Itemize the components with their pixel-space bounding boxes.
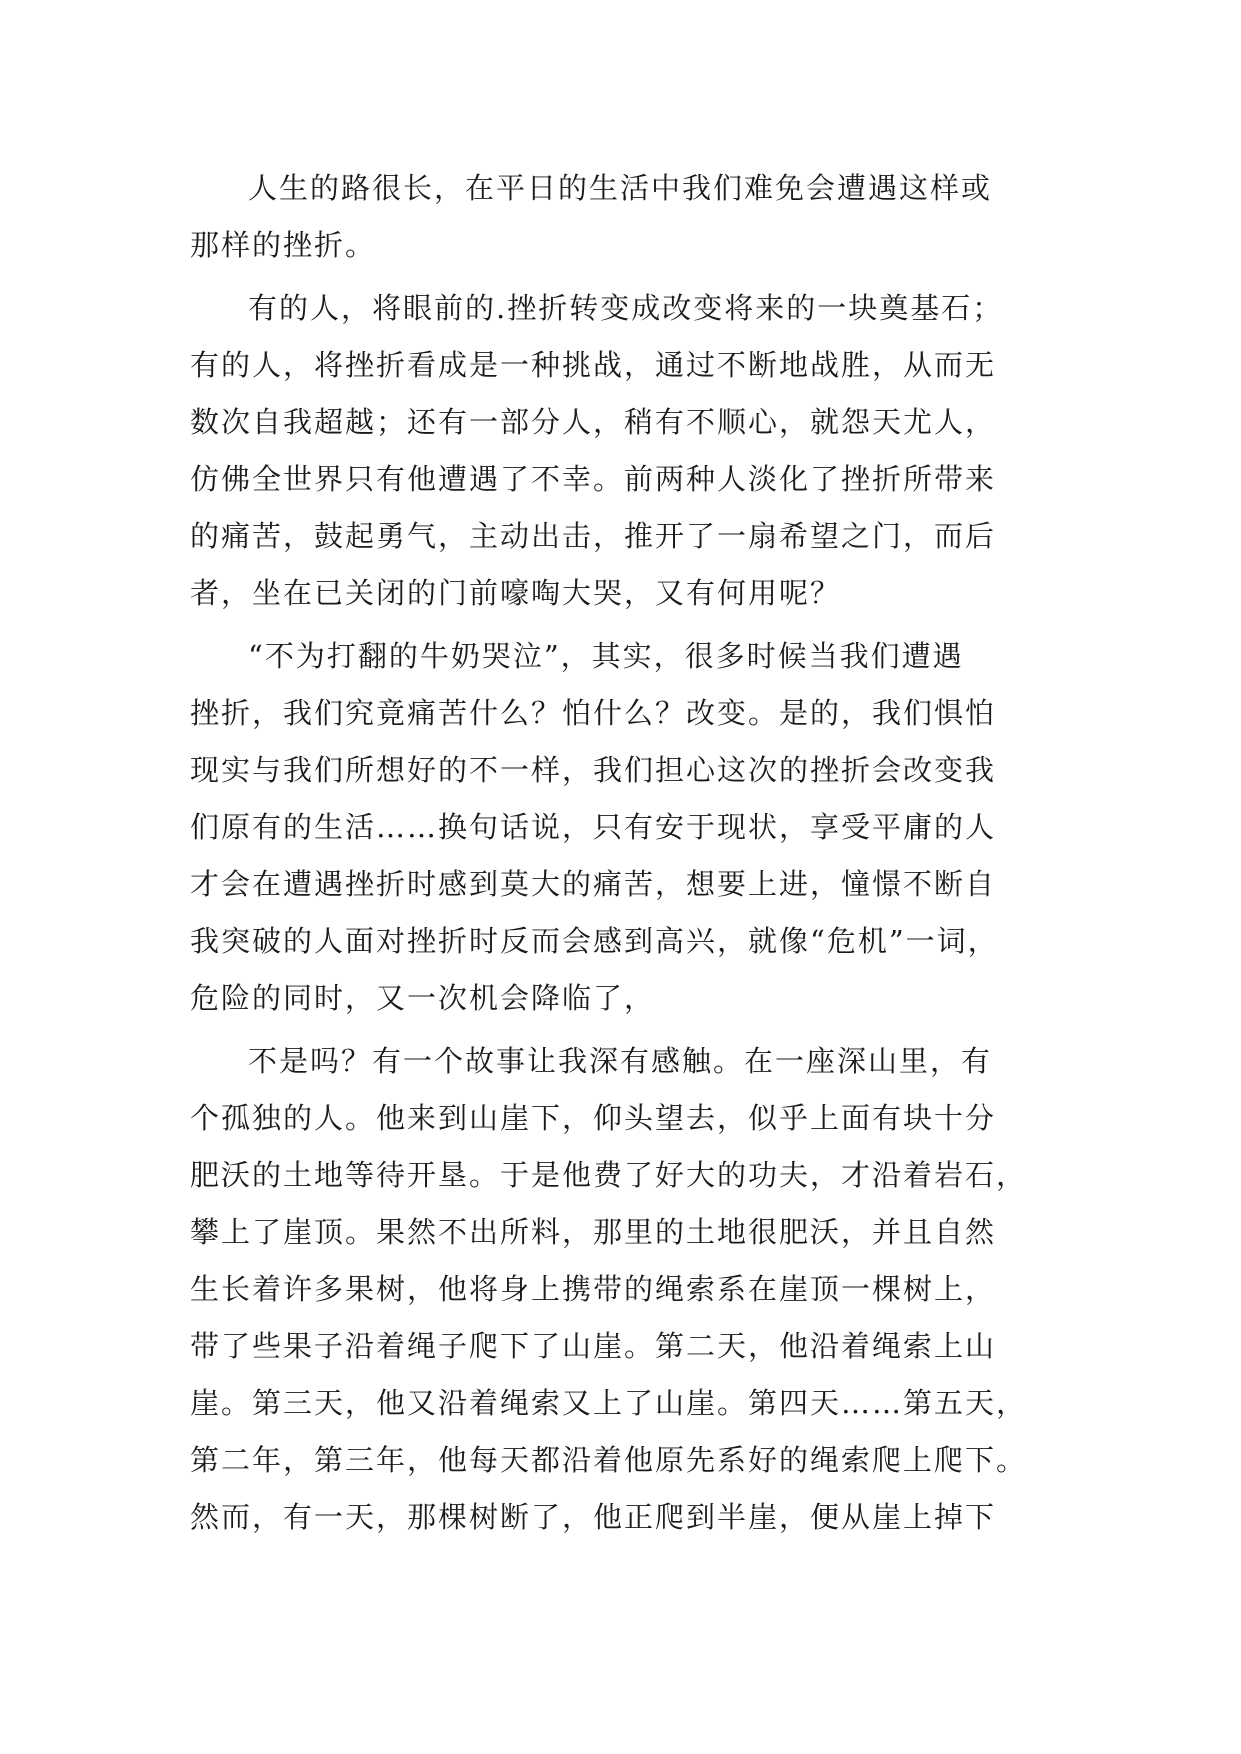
paragraph-line: 人生的路很长，在平日的生活中我们难免会遭遇这样或	[248, 171, 993, 205]
paragraph-1	[190, 160, 1070, 274]
paragraph-line: 个孤独的人。他来到山崖下，仰头望去，似乎上面有块十分	[190, 1101, 997, 1135]
paragraph-line: 我突破的人面对挫折时反而会感到高兴，就像“危机”一词，	[190, 924, 999, 958]
paragraph-4	[190, 1033, 1070, 1546]
paragraph-line: 才会在遭遇挫折时感到莫大的痛苦，想要上进，憧憬不断自	[190, 867, 997, 901]
paragraph-line: 挫折，我们究竟痛苦什么？怕什么？改变。是的，我们惧怕	[190, 696, 997, 730]
paragraph-line: 危险的同时，又一次机会降临了，	[190, 981, 656, 1015]
paragraph-line: 的痛苦，鼓起勇气，主动出击，推开了一扇希望之门，而后	[190, 519, 997, 553]
paragraph-3	[190, 628, 1070, 1027]
paragraph-line: 生长着许多果树，他将身上携带的绳索系在崖顶一棵树上，	[190, 1272, 997, 1306]
paragraph-line: 崖。第三天，他又沿着绳索又上了山崖。第四天……第五天，	[190, 1386, 1028, 1420]
paragraph-line: 不是吗？有一个故事让我深有感触。在一座深山里，有	[248, 1044, 993, 1078]
paragraph-line: 肥沃的土地等待开垦。于是他费了好大的功夫，才沿着岩石，	[190, 1158, 1028, 1192]
paragraph-line: 现实与我们所想好的不一样，我们担心这次的挫折会改变我	[190, 753, 997, 787]
paragraph-line: 那样的挫折。	[190, 228, 377, 262]
paragraph-line: 者，坐在已关闭的门前嚎啕大哭，又有何用呢？	[190, 576, 842, 610]
paragraph-line: 们原有的生活……换句话说，只有安于现状，享受平庸的人	[190, 810, 997, 844]
paragraph-line: 然而，有一天，那棵树断了，他正爬到半崖，便从崖上掉下	[190, 1500, 997, 1534]
paragraph-line: “不为打翻的牛奶哭泣”，其实，很多时候当我们遭遇	[248, 639, 964, 673]
essay-body	[190, 160, 1070, 1552]
paragraph-line: 攀上了崖顶。果然不出所料，那里的土地很肥沃，并且自然	[190, 1215, 997, 1249]
paragraph-line: 数次自我超越；还有一部分人，稍有不顺心，就怨天尤人，	[190, 405, 997, 439]
paragraph-line: 有的人，将挫折看成是一种挑战，通过不断地战胜，从而无	[190, 348, 997, 382]
paragraph-2	[190, 280, 1070, 622]
paragraph-line: 有的人，将眼前的.挫折转变成改变将来的一块奠基石；	[248, 291, 1004, 325]
paragraph-line: 第二年，第三年，他每天都沿着他原先系好的绳索爬上爬下。	[190, 1443, 1028, 1477]
paragraph-line: 仿佛全世界只有他遭遇了不幸。前两种人淡化了挫折所带来	[190, 462, 997, 496]
paragraph-line: 带了些果子沿着绳子爬下了山崖。第二天，他沿着绳索上山	[190, 1329, 997, 1363]
